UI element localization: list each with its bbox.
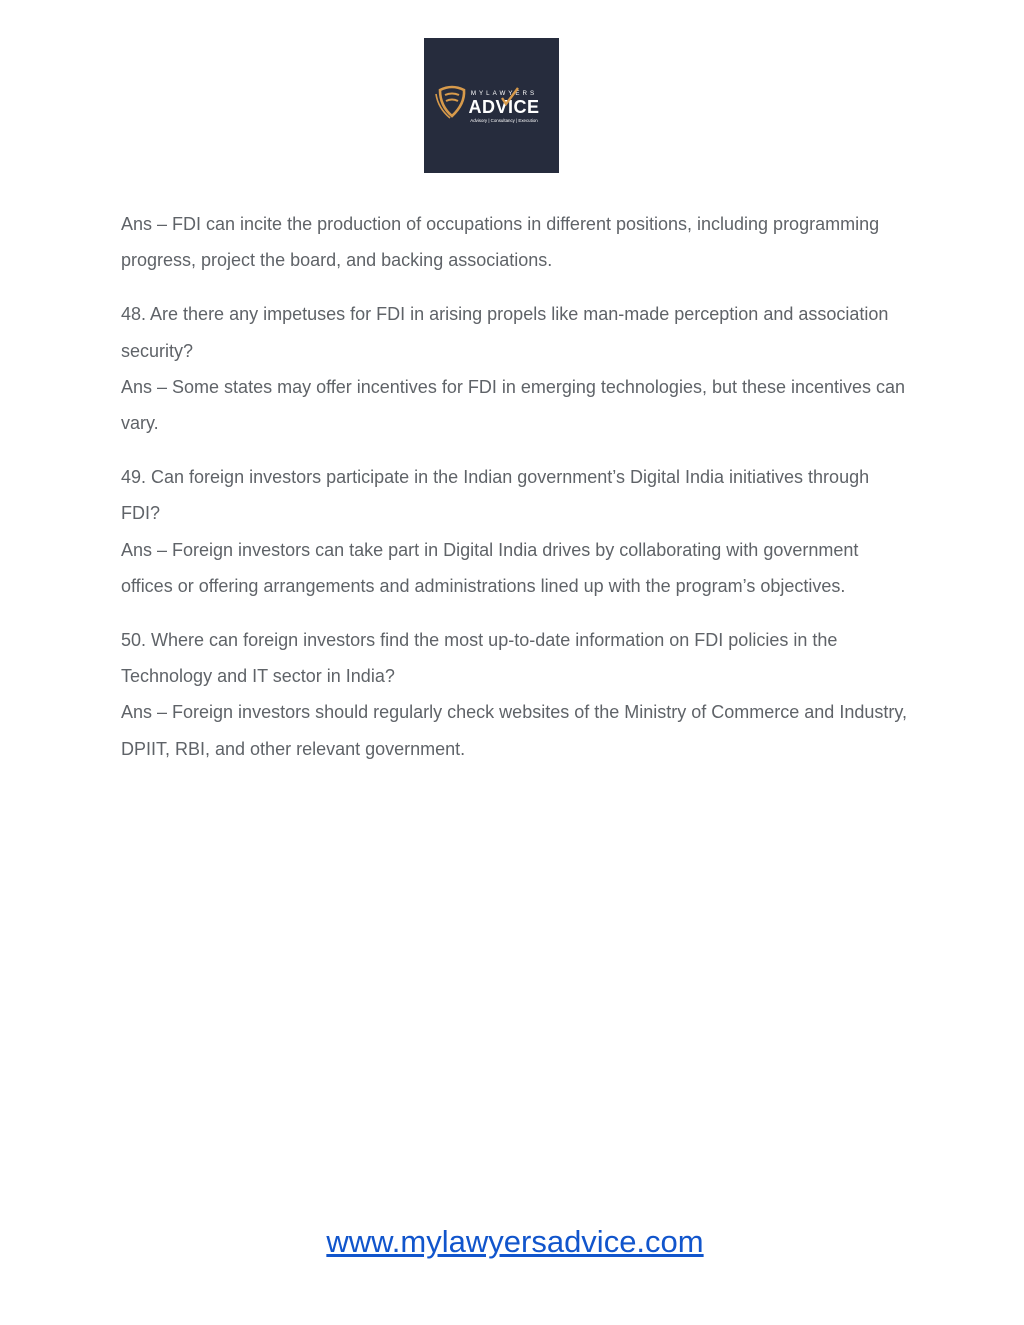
faq-content: [121, 206, 911, 767]
website-link[interactable]: www.mylawyersadvice.com: [326, 1224, 704, 1259]
faq-question: 49. Can foreign investors participate in the Indian government’s Digital India initiatives through FDI?: [121, 467, 870, 524]
faq-question: 50. Where can foreign investors find the most up-to-date information on FDI policies in the Technology and IT sector in India?: [121, 630, 838, 687]
faq-question: 48. Are there any impetuses for FDI in arising propels like man-made perception and association security?: [121, 304, 889, 361]
faq-answer: Ans – Foreign investors can take part in Digital India drives by collaborating with government offices or offering arrangements and administrations lined up with the program’s objectives.: [121, 539, 859, 596]
faq-answer: Ans – Foreign investors should regularly check websites of the Ministry of Commerce and Industry, DPIIT, RBI, and other relevant government.: [121, 702, 908, 759]
logo-top-text: MYLAWYERS: [470, 90, 538, 97]
faq-block-50: [121, 622, 911, 767]
logo-tagline: Advisory | Consultancy | Execution: [470, 118, 538, 123]
faq-block-47: [121, 206, 911, 278]
logo-brand-text: ADVICE: [468, 97, 540, 117]
company-logo: [424, 38, 559, 173]
shield-icon: [436, 87, 464, 118]
faq-block-49: [121, 459, 911, 604]
logo-graphic: [424, 38, 559, 173]
faq-block-48: [121, 296, 911, 441]
footer: [0, 1222, 1024, 1262]
faq-answer: Ans – FDI can incite the production of occupations in different positions, including programming progress, project the board, and backing associations.: [121, 214, 880, 271]
faq-answer: Ans – Some states may offer incentives for FDI in emerging technologies, but these incentives can vary.: [121, 376, 906, 434]
